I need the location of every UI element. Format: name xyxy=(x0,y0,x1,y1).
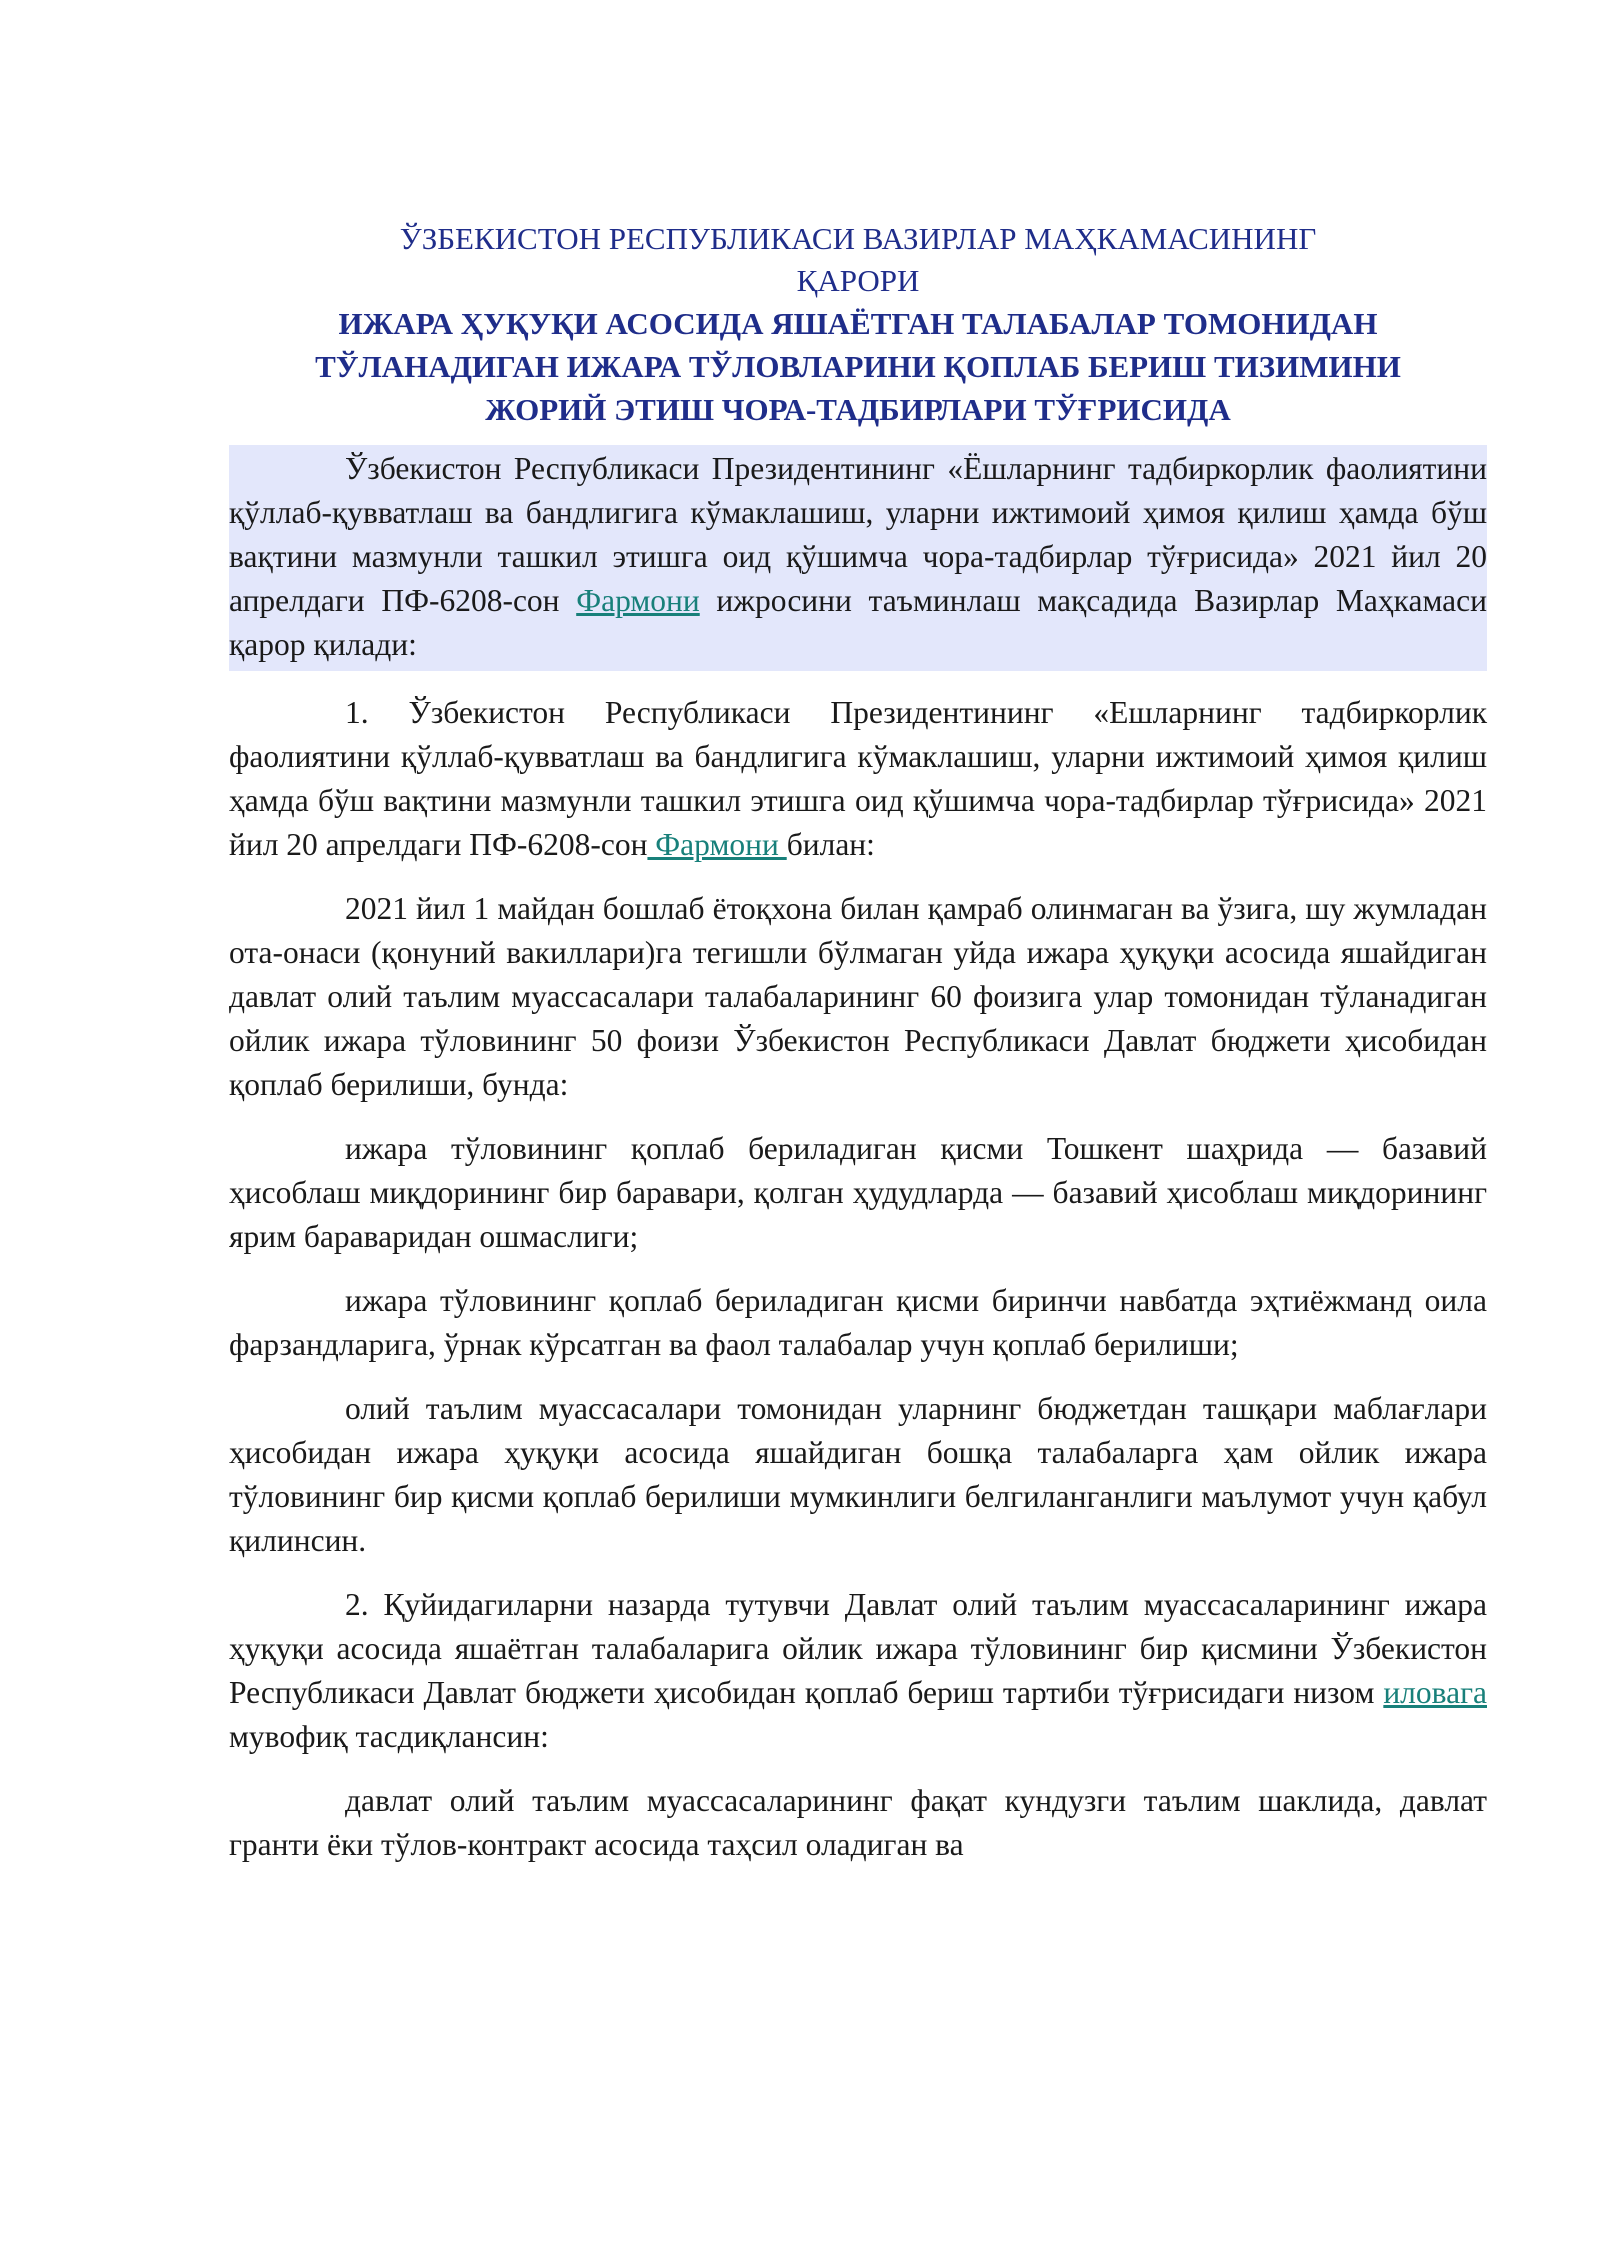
item-1-subparagraph-1: 2021 йил 1 майдан бошлаб ётоқхона билан қамраб олинмаган ва ўзига, шу жумладан ота-онаси (қонуний вакиллари)га тегишли бўлмаган уйда ижара ҳуқуқи асосида яшайдиган давлат олий таълим муассасалари талабаларининг 60 фоизига улар томонидан тўланадиган ойлик ижара тўловининг 50 фоизи Ўзбекистон Республикаси Давлат бюджети ҳисобидан қоплаб берилиши, бунда: xyxy=(229,891,1487,1102)
item-1-paragraph xyxy=(229,691,1487,867)
document-page xyxy=(229,218,1487,1887)
item-1-subparagraph-3: ижара тўловининг қоплаб бериладиган қисми биринчи навбатда эҳтиёжманд оила фарзандларига, ўрнак кўрсатган ва фаол талабалар учун қоплаб берилиши; xyxy=(229,1283,1487,1362)
decree-link-item-1[interactable]: Фармони xyxy=(647,827,787,862)
title-line-3: ЖОРИЙ ЭТИШ ЧОРА-ТАДБИРЛАРИ ТЎҒРИСИДА xyxy=(485,392,1231,427)
document-issuer xyxy=(229,218,1487,302)
item-2-text-start: 2. Қуйидагиларни назарда тутувчи Давлат олий таълим муассасаларининг ижара ҳуқуқи асосида яшаётган талабаларига ойлик ижара тўловининг бир қисмини Ўзбекистон Республикаси Давлат бюджети ҳисобидан қоплаб бериш тартиби тўғрисидаги низом xyxy=(229,1587,1487,1710)
decree-link[interactable]: Фармони xyxy=(576,583,700,618)
item-1-text-end: билан: xyxy=(786,827,875,862)
preamble-paragraph xyxy=(229,445,1487,671)
issuer-line-1: ЎЗБЕКИСТОН РЕСПУБЛИКАСИ ВАЗИРЛАР МАҲКАМАСИНИНГ xyxy=(399,221,1317,256)
preamble-text-end: ижросини таъминлаш мақсадида Вазирлар Маҳкамаси қарор қилади: xyxy=(229,583,1487,662)
item-2-text-end: мувофиқ тасдиқлансин: xyxy=(229,1719,549,1754)
preamble-text-start: Ўзбекистон Республикаси Президентининг «Ёшларнинг тадбиркорлик фаолиятини қўллаб-қувватлаш ва бандлигига кўмаклашиш, уларни ижтимоий ҳимоя қилиш ҳамда бўш вақтини мазмунли ташкил этишга оид қўшимча чора-тадбирлар тўғрисида» 2021 йил 20 апрелдаги ПФ-6208-сон xyxy=(229,451,1487,618)
issuer-line-2: ҚАРОРИ xyxy=(796,263,920,298)
item-1-text-start: 1. Ўзбекистон Республикаси Президентининг «Ешларнинг тадбиркорлик фаолиятини қўллаб-қувватлаш ва бандлигига кўмаклашиш, уларни ижтимоий ҳимоя қилиш ҳамда бўш вақтини мазмунли ташкил этишга оид қўшимча чора-тадбирлар тўғрисида» 2021 йил 20 апрелдаги ПФ-6208-сон xyxy=(229,695,1487,862)
item-2-subparagraph-1: давлат олий таълим муассасаларининг фақат кундузги таълим шаклида, давлат гранти ёки тўлов-контракт асосида таҳсил оладиган ва xyxy=(229,1783,1487,1862)
item-1-subparagraph-4: олий таълим муассасалари томонидан уларнинг бюджетдан ташқари маблағлари ҳисобидан ижара ҳуқуқи асосида яшайдиган бошқа талабаларга ҳам ойлик ижара тўловининг бир қисми қоплаб берилиши мумкинлиги белгиланганлиги маълумот учун қабул қилинсин. xyxy=(229,1391,1487,1558)
title-line-1: ИЖАРА ҲУҚУҚИ АСОСИДА ЯШАЁТГАН ТАЛАБАЛАР ТОМОНИДАН xyxy=(338,306,1378,341)
title-line-2: ТЎЛАНАДИГАН ИЖАРА ТЎЛОВЛАРИНИ ҚОПЛАБ БЕРИШ ТИЗИМИНИ xyxy=(315,349,1401,384)
item-2-paragraph xyxy=(229,1583,1487,1759)
item-1-subparagraph-2: ижара тўловининг қоплаб бериладиган қисми Тошкент шаҳрида — базавий ҳисоблаш миқдорининг бир баравари, қолган ҳудудларда — базавий ҳисоблаш миқдорининг ярим бараваридан ошмаслиги; xyxy=(229,1131,1487,1254)
document-title xyxy=(229,302,1487,431)
appendix-link[interactable]: иловага xyxy=(1383,1675,1487,1710)
